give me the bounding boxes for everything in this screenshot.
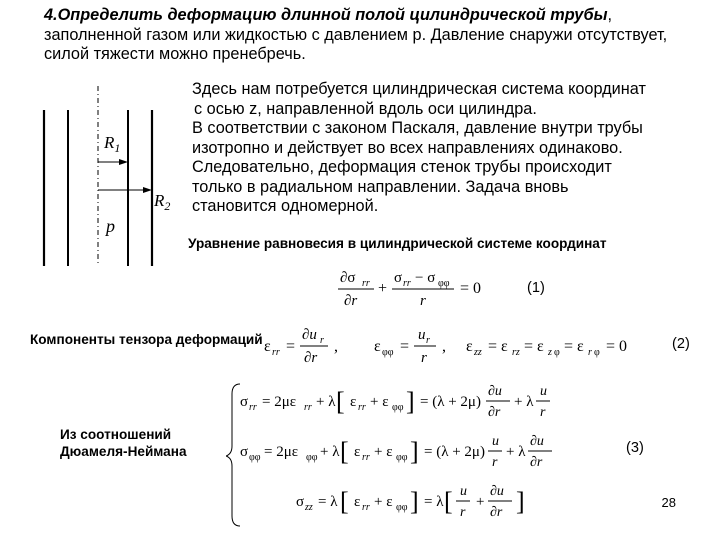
svg-text:∂σ: ∂σ — [340, 270, 356, 286]
svg-text:]: ] — [406, 387, 415, 416]
svg-text:rr: rr — [403, 278, 411, 289]
svg-text:= (λ + 2μ): = (λ + 2μ) — [420, 394, 481, 410]
equation-1 — [338, 266, 508, 310]
svg-text:− σ: − σ — [415, 270, 436, 286]
svg-text:φφ: φφ — [396, 452, 408, 463]
page-number: 28 — [661, 495, 676, 510]
svg-text:zz: zz — [305, 502, 313, 513]
svg-text:rr: rr — [358, 402, 366, 413]
svg-text:+ ε: + ε — [374, 494, 393, 510]
svg-text:=: = — [286, 338, 296, 355]
svg-text:rr: rr — [272, 347, 280, 358]
svg-text:,: , — [442, 338, 446, 355]
svg-text:ε: ε — [466, 338, 473, 355]
svg-text:zz: zz — [474, 347, 482, 358]
pressure-label: p — [106, 216, 115, 236]
svg-text:rr: rr — [362, 278, 370, 289]
svg-text:+ λ: + λ — [316, 394, 336, 410]
svg-text:]: ] — [410, 487, 419, 516]
svg-text:∂r: ∂r — [488, 405, 501, 420]
equation-2 — [262, 322, 662, 368]
svg-text:r: r — [420, 293, 426, 309]
svg-text:u: u — [492, 434, 499, 449]
paragraph-line: только в радиальном направлении. Задача вновь — [192, 177, 569, 196]
svg-text:[: [ — [336, 387, 345, 416]
svg-text:r: r — [588, 347, 592, 358]
paragraph-line: становится одномерной. — [192, 197, 379, 215]
paragraph-line: изотропно и действует во всех направлениях одинаково. — [192, 138, 623, 157]
svg-text:∂r: ∂r — [530, 455, 543, 470]
svg-text:r: r — [426, 335, 430, 346]
svg-text:]: ] — [410, 437, 419, 466]
pipe-diagram — [30, 80, 190, 270]
svg-text:[: [ — [340, 487, 349, 516]
problem-conditions: , заполненной газом или жидкостью с давлением p. Давление снаружи отсутствует, силой тяжести можно пренебречь. — [44, 6, 668, 63]
svg-text:rr: rr — [304, 402, 312, 413]
svg-text:+ λ: + λ — [320, 444, 340, 460]
svg-text:[: [ — [444, 487, 453, 516]
arrowhead — [119, 159, 128, 165]
equation-number: (1) — [527, 280, 545, 296]
svg-text:∂u: ∂u — [488, 384, 502, 399]
svg-text:r: r — [492, 455, 498, 470]
problem-heading: 4.Определить деформацию длинной полой цилиндрической трубы — [44, 6, 608, 24]
explanation-paragraph — [192, 80, 712, 217]
svg-text:z: z — [548, 347, 552, 358]
svg-text:= ε: = ε — [524, 338, 544, 355]
svg-text:=: = — [400, 338, 410, 355]
svg-text:σ: σ — [394, 270, 403, 286]
svg-text:u: u — [418, 327, 426, 343]
svg-text:∂r: ∂r — [344, 293, 358, 309]
svg-text:∂u: ∂u — [302, 327, 317, 343]
svg-text:ε: ε — [264, 338, 271, 355]
svg-text:= λ: = λ — [318, 494, 338, 510]
r1-label: $R_1$ — [104, 133, 121, 155]
svg-text:rr: rr — [362, 452, 370, 463]
paragraph-line: Здесь нам потребуется цилиндрическая система координат — [192, 80, 646, 98]
svg-text:r: r — [460, 505, 466, 520]
svg-text:φφ: φφ — [382, 347, 394, 358]
svg-text:ε: ε — [374, 338, 381, 355]
svg-text:= 2με: = 2με — [262, 394, 297, 410]
paragraph-line: Следовательно, деформация стенок трубы происходит — [192, 158, 612, 176]
svg-text:u: u — [460, 484, 467, 499]
svg-text:σ: σ — [240, 394, 249, 410]
equilibrium-subheading: Уравнение равновесия в цилиндрической системе координат — [188, 236, 607, 251]
svg-text:+: + — [476, 494, 485, 510]
svg-text:= ε: = ε — [488, 338, 508, 355]
svg-text:= λ: = λ — [424, 494, 444, 510]
svg-text:= 2με: = 2με — [264, 444, 299, 460]
svg-text:r: r — [421, 350, 427, 366]
svg-text:+ ε: + ε — [370, 394, 389, 410]
svg-text:∂r: ∂r — [490, 505, 503, 520]
svg-text:= 0: = 0 — [606, 338, 628, 355]
svg-text:r: r — [540, 405, 546, 420]
svg-text:φ: φ — [554, 347, 560, 358]
svg-text:∂u: ∂u — [530, 434, 544, 449]
paragraph-line: В соответствии с законом Паскаля, давление внутри трубы — [192, 119, 643, 137]
svg-text:rr: rr — [249, 402, 257, 413]
svg-text:∂u: ∂u — [490, 484, 504, 499]
svg-text:φ: φ — [594, 347, 600, 358]
arrowhead — [143, 187, 152, 193]
duhamel-neumann-label: Из соотношений Дюамеля-Неймана — [60, 427, 187, 459]
svg-text:σ: σ — [240, 444, 249, 460]
svg-text:r: r — [320, 335, 324, 346]
svg-text:rr: rr — [362, 502, 370, 513]
strain-label: Компоненты тензора деформаций — [30, 332, 263, 347]
equation-3-system — [226, 380, 606, 530]
svg-text:rz: rz — [512, 347, 520, 358]
svg-text:∂r: ∂r — [304, 350, 318, 366]
svg-text:φφ: φφ — [249, 452, 261, 463]
r2-label: $R_2$ — [154, 191, 171, 213]
svg-text:φφ: φφ — [392, 402, 404, 413]
svg-text:φφ: φφ — [438, 278, 450, 289]
svg-text:+: + — [378, 280, 388, 297]
equation-number: (2) — [672, 336, 690, 352]
svg-text:]: ] — [516, 487, 525, 516]
svg-text:= ε: = ε — [564, 338, 584, 355]
svg-text:,: , — [334, 338, 338, 355]
svg-text:σ: σ — [296, 494, 305, 510]
svg-text:φφ: φφ — [396, 502, 408, 513]
paragraph-line: с осью z, направленной вдоль оси цилиндра. — [194, 99, 537, 118]
system-brace — [226, 384, 240, 526]
svg-text:ε: ε — [354, 444, 361, 460]
svg-text:u: u — [540, 384, 547, 399]
svg-text:φφ: φφ — [306, 452, 318, 463]
svg-text:ε: ε — [354, 494, 361, 510]
equation-number: (3) — [626, 440, 644, 456]
svg-text:+ λ: + λ — [514, 394, 534, 410]
svg-text:+ ε: + ε — [374, 444, 393, 460]
svg-text:ε: ε — [350, 394, 357, 410]
problem-statement — [44, 6, 704, 65]
svg-text:= 0: = 0 — [460, 280, 482, 297]
svg-text:= (λ + 2μ): = (λ + 2μ) — [424, 444, 485, 460]
svg-text:[: [ — [340, 437, 349, 466]
svg-text:+ λ: + λ — [506, 444, 526, 460]
